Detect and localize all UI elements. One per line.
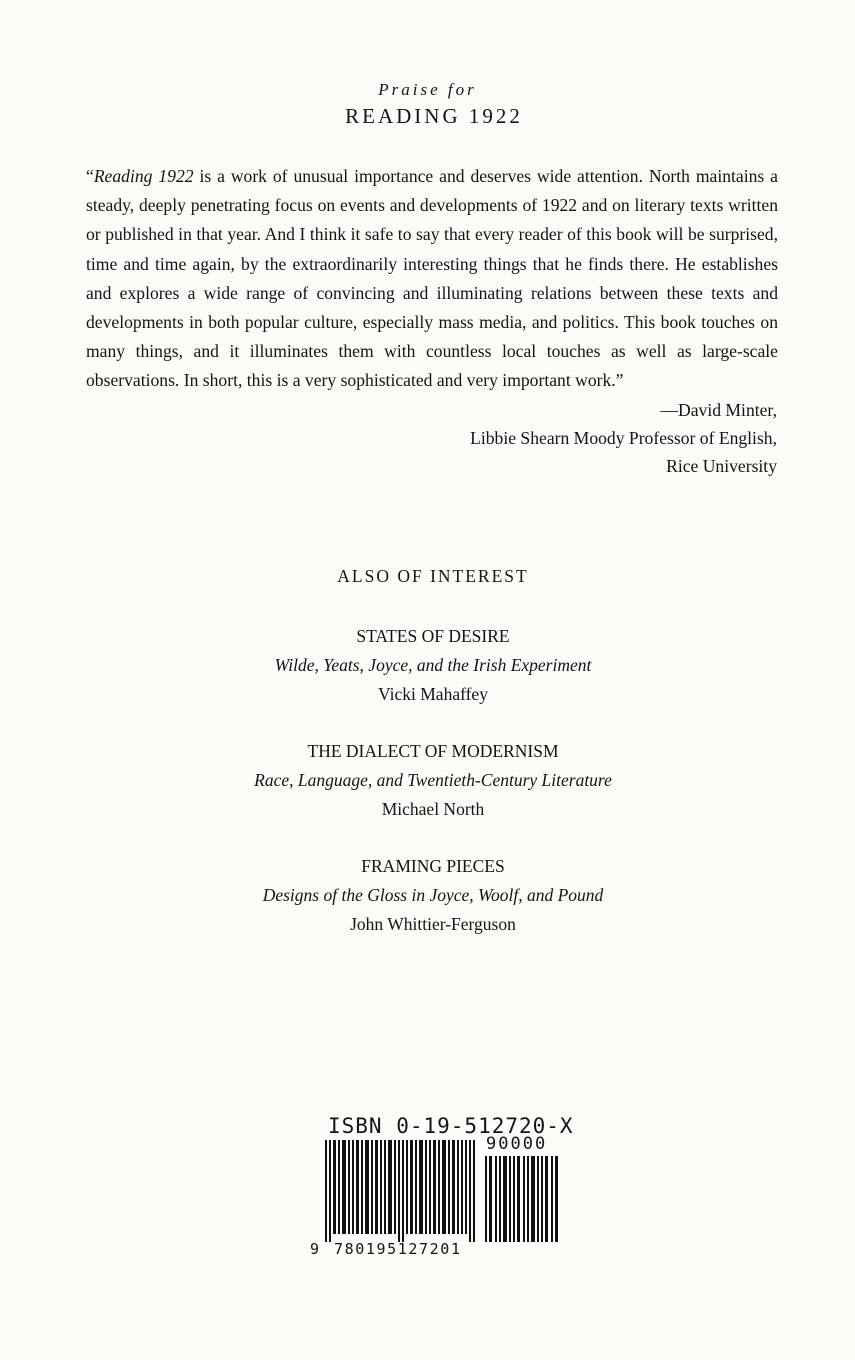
ean-first-digit: 9	[310, 1240, 320, 1258]
related-book	[0, 622, 855, 709]
related-book-title: STATES OF DESIRE	[356, 626, 510, 646]
related-book-author: Michael North	[381, 799, 485, 819]
related-book-author: Vicki Mahaffey	[378, 684, 488, 704]
also-of-interest-heading: ALSO OF INTEREST	[337, 566, 529, 586]
praise-for-label: Praise for	[378, 80, 477, 99]
attribution-role: Libbie Shearn Moody Professor of English,	[470, 428, 777, 448]
ean-barcode	[325, 1140, 477, 1242]
related-book-subtitle: Wilde, Yeats, Joyce, and the Irish Experiment	[274, 655, 592, 675]
book-title: READING 1922	[345, 104, 523, 128]
related-book	[0, 852, 855, 939]
praise-quote	[86, 162, 778, 396]
related-book-subtitle: Race, Language, and Twentieth-Century Literature	[254, 770, 612, 790]
related-book-author: John Whittier-Ferguson	[350, 914, 516, 934]
attribution-name: —David Minter,	[660, 400, 777, 420]
related-book	[0, 737, 855, 824]
related-book-title: FRAMING PIECES	[361, 856, 505, 876]
attribution-institution: Rice University	[666, 456, 777, 476]
price-addon-barcode	[485, 1156, 561, 1242]
quote-paragraph	[86, 162, 778, 396]
quote-book-title: Reading 1922	[93, 166, 194, 186]
related-book-title: THE DIALECT OF MODERNISM	[307, 741, 559, 761]
related-book-subtitle: Designs of the Gloss in Joyce, Woolf, and Pound	[262, 885, 604, 905]
quote-body: is a work of unusual importance and deserves wide attention. North maintains a steady, deeply penetrating focus on events and developments of 1922 and on literary texts written or published in that year. And I think it safe to say that every reader of this book will be surprised, time and time again, by the extraordinarily interesting things that he finds there. He establishes and explores a wide range of convincing and illuminating relations between these texts and developments in both popular culture, especially mass media, and politics. This book touches on many things, and it illuminates them with countless local touches as well as large-scale observations. In short, this is a very sophisticated and very important work.”	[86, 166, 778, 391]
ean-remaining-digits: 780195127201	[334, 1240, 462, 1258]
isbn-label: ISBN 0-19-512720-X	[328, 1114, 574, 1138]
open-quote-mark: “	[86, 166, 94, 186]
price-addon-digits: 90000	[486, 1134, 548, 1154]
